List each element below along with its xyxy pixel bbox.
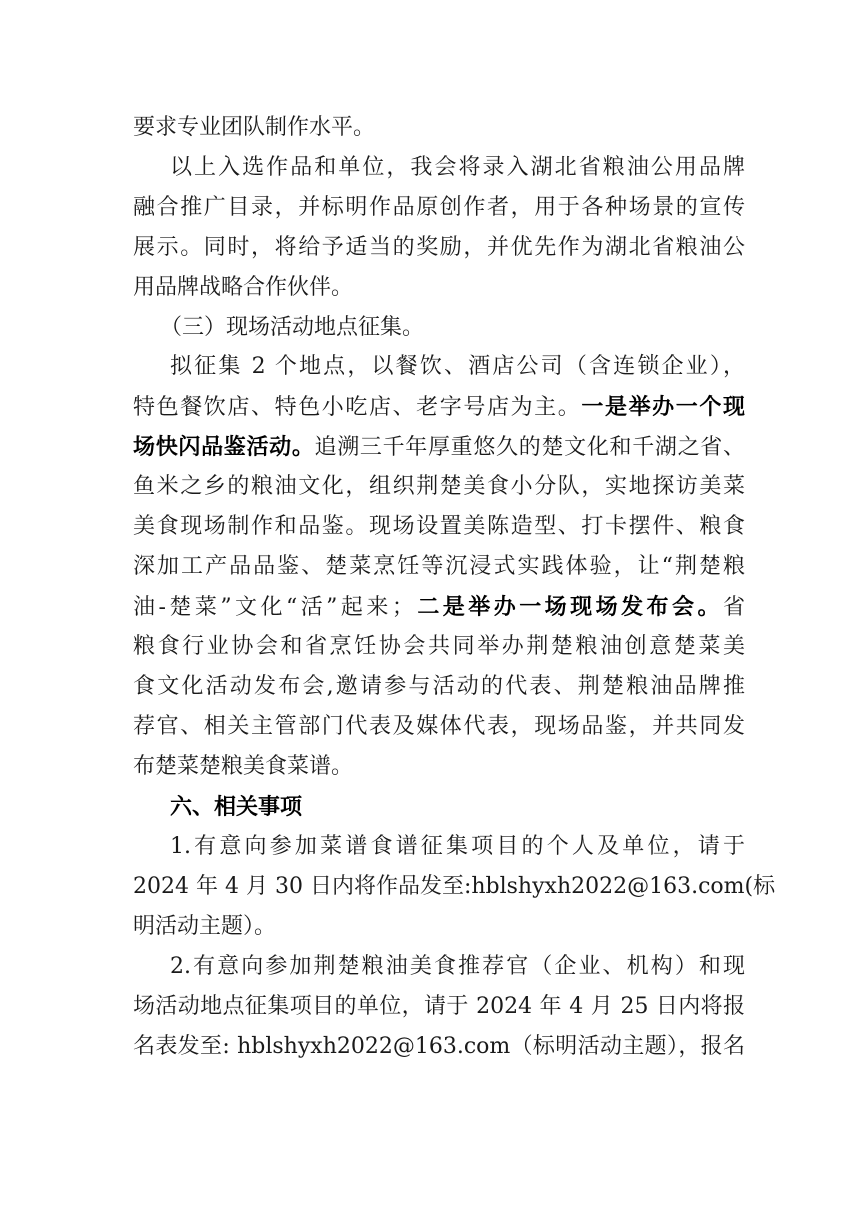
text-line xyxy=(133,552,745,582)
text: 省 xyxy=(722,595,745,620)
text-line xyxy=(133,992,745,1022)
bold-text: 二是举办一场现场发布会。 xyxy=(413,594,723,620)
text-line xyxy=(133,672,745,702)
text: 2.有意向参加荆楚粮油美食推荐官（企业、机构）和现 xyxy=(170,954,745,979)
text-line xyxy=(170,832,745,862)
text-line xyxy=(133,872,776,902)
text-line xyxy=(133,912,745,942)
text-line xyxy=(133,113,745,143)
text: 2024 年 4 月 30 日内将作品发至:hblshyxh2022@163.com(标 xyxy=(133,874,776,899)
text-line xyxy=(133,472,745,502)
text-line xyxy=(133,632,745,662)
text-line xyxy=(133,193,745,223)
text: 粮食行业协会和省烹饪协会共同举办荆楚粮油创意楚菜美 xyxy=(133,634,745,659)
text: 荐官、相关主管部门代表及媒体代表，现场品鉴，并共同发 xyxy=(133,714,745,739)
text: 以上入选作品和单位，我会将录入湖北省粮油公用品牌 xyxy=(170,155,745,180)
text-line xyxy=(133,512,745,542)
text: 名表发至: hblshyxh2022@163.com（标明活动主题），报名 xyxy=(133,1034,745,1059)
text: 深加工产品品鉴、楚菜烹饪等沉浸式实践体验，让“荆楚粮 xyxy=(133,554,745,579)
text-line xyxy=(170,153,745,183)
text-line xyxy=(133,392,745,422)
text-line xyxy=(133,1032,745,1062)
text: 特色餐饮店、特色小吃店、老字号店为主。 xyxy=(133,395,582,420)
text: 追溯三千年厚重悠久的楚文化和千湖之省、 xyxy=(314,435,745,460)
text: 要求专业团队制作水平。 xyxy=(133,115,376,140)
bold-text: 一是举办一个现 xyxy=(581,394,745,420)
text-line xyxy=(170,352,745,382)
bold-text: 场快闪品鉴活动。 xyxy=(133,434,315,460)
text-line xyxy=(133,712,745,742)
text: 美食现场制作和品鉴。现场设置美陈造型、打卡摆件、粮食 xyxy=(133,514,745,539)
text: 明活动主题）。 xyxy=(133,914,277,939)
text: 场活动地点征集项目的单位，请于 2024 年 4 月 25 日内将报 xyxy=(133,994,745,1019)
text-line xyxy=(133,592,745,622)
text: 用品牌战略合作伙伴。 xyxy=(133,275,354,300)
text-line xyxy=(133,752,745,782)
heading-text: 六、相关事项 xyxy=(170,794,303,820)
text: 鱼米之乡的粮油文化，组织荆楚美食小分队，实地探访美菜 xyxy=(133,474,745,499)
section-heading xyxy=(160,313,772,343)
text: 油-楚菜”文化“活”起来； xyxy=(133,595,414,620)
text: 食文化活动发布会,邀请参与活动的代表、荆楚粮油品牌推 xyxy=(133,674,745,699)
text-line xyxy=(133,273,745,303)
text-line xyxy=(170,952,745,982)
text-line xyxy=(133,432,745,462)
text: 拟征集 2 个地点，以餐饮、酒店公司（含连锁企业）， xyxy=(170,354,745,379)
text: 展示。同时，将给予适当的奖励，并优先作为湖北省粮油公 xyxy=(133,235,745,260)
text: 融合推广目录，并标明作品原创作者，用于各种场景的宣传 xyxy=(133,195,745,220)
text-line xyxy=(133,233,745,263)
section-heading xyxy=(170,792,745,822)
text: 布楚菜楚粮美食菜谱。 xyxy=(133,754,354,779)
heading-text: （三）现场活动地点征集。 xyxy=(160,315,425,340)
text: 1.有意向参加菜谱食谱征集项目的个人及单位，请于 xyxy=(170,834,745,859)
